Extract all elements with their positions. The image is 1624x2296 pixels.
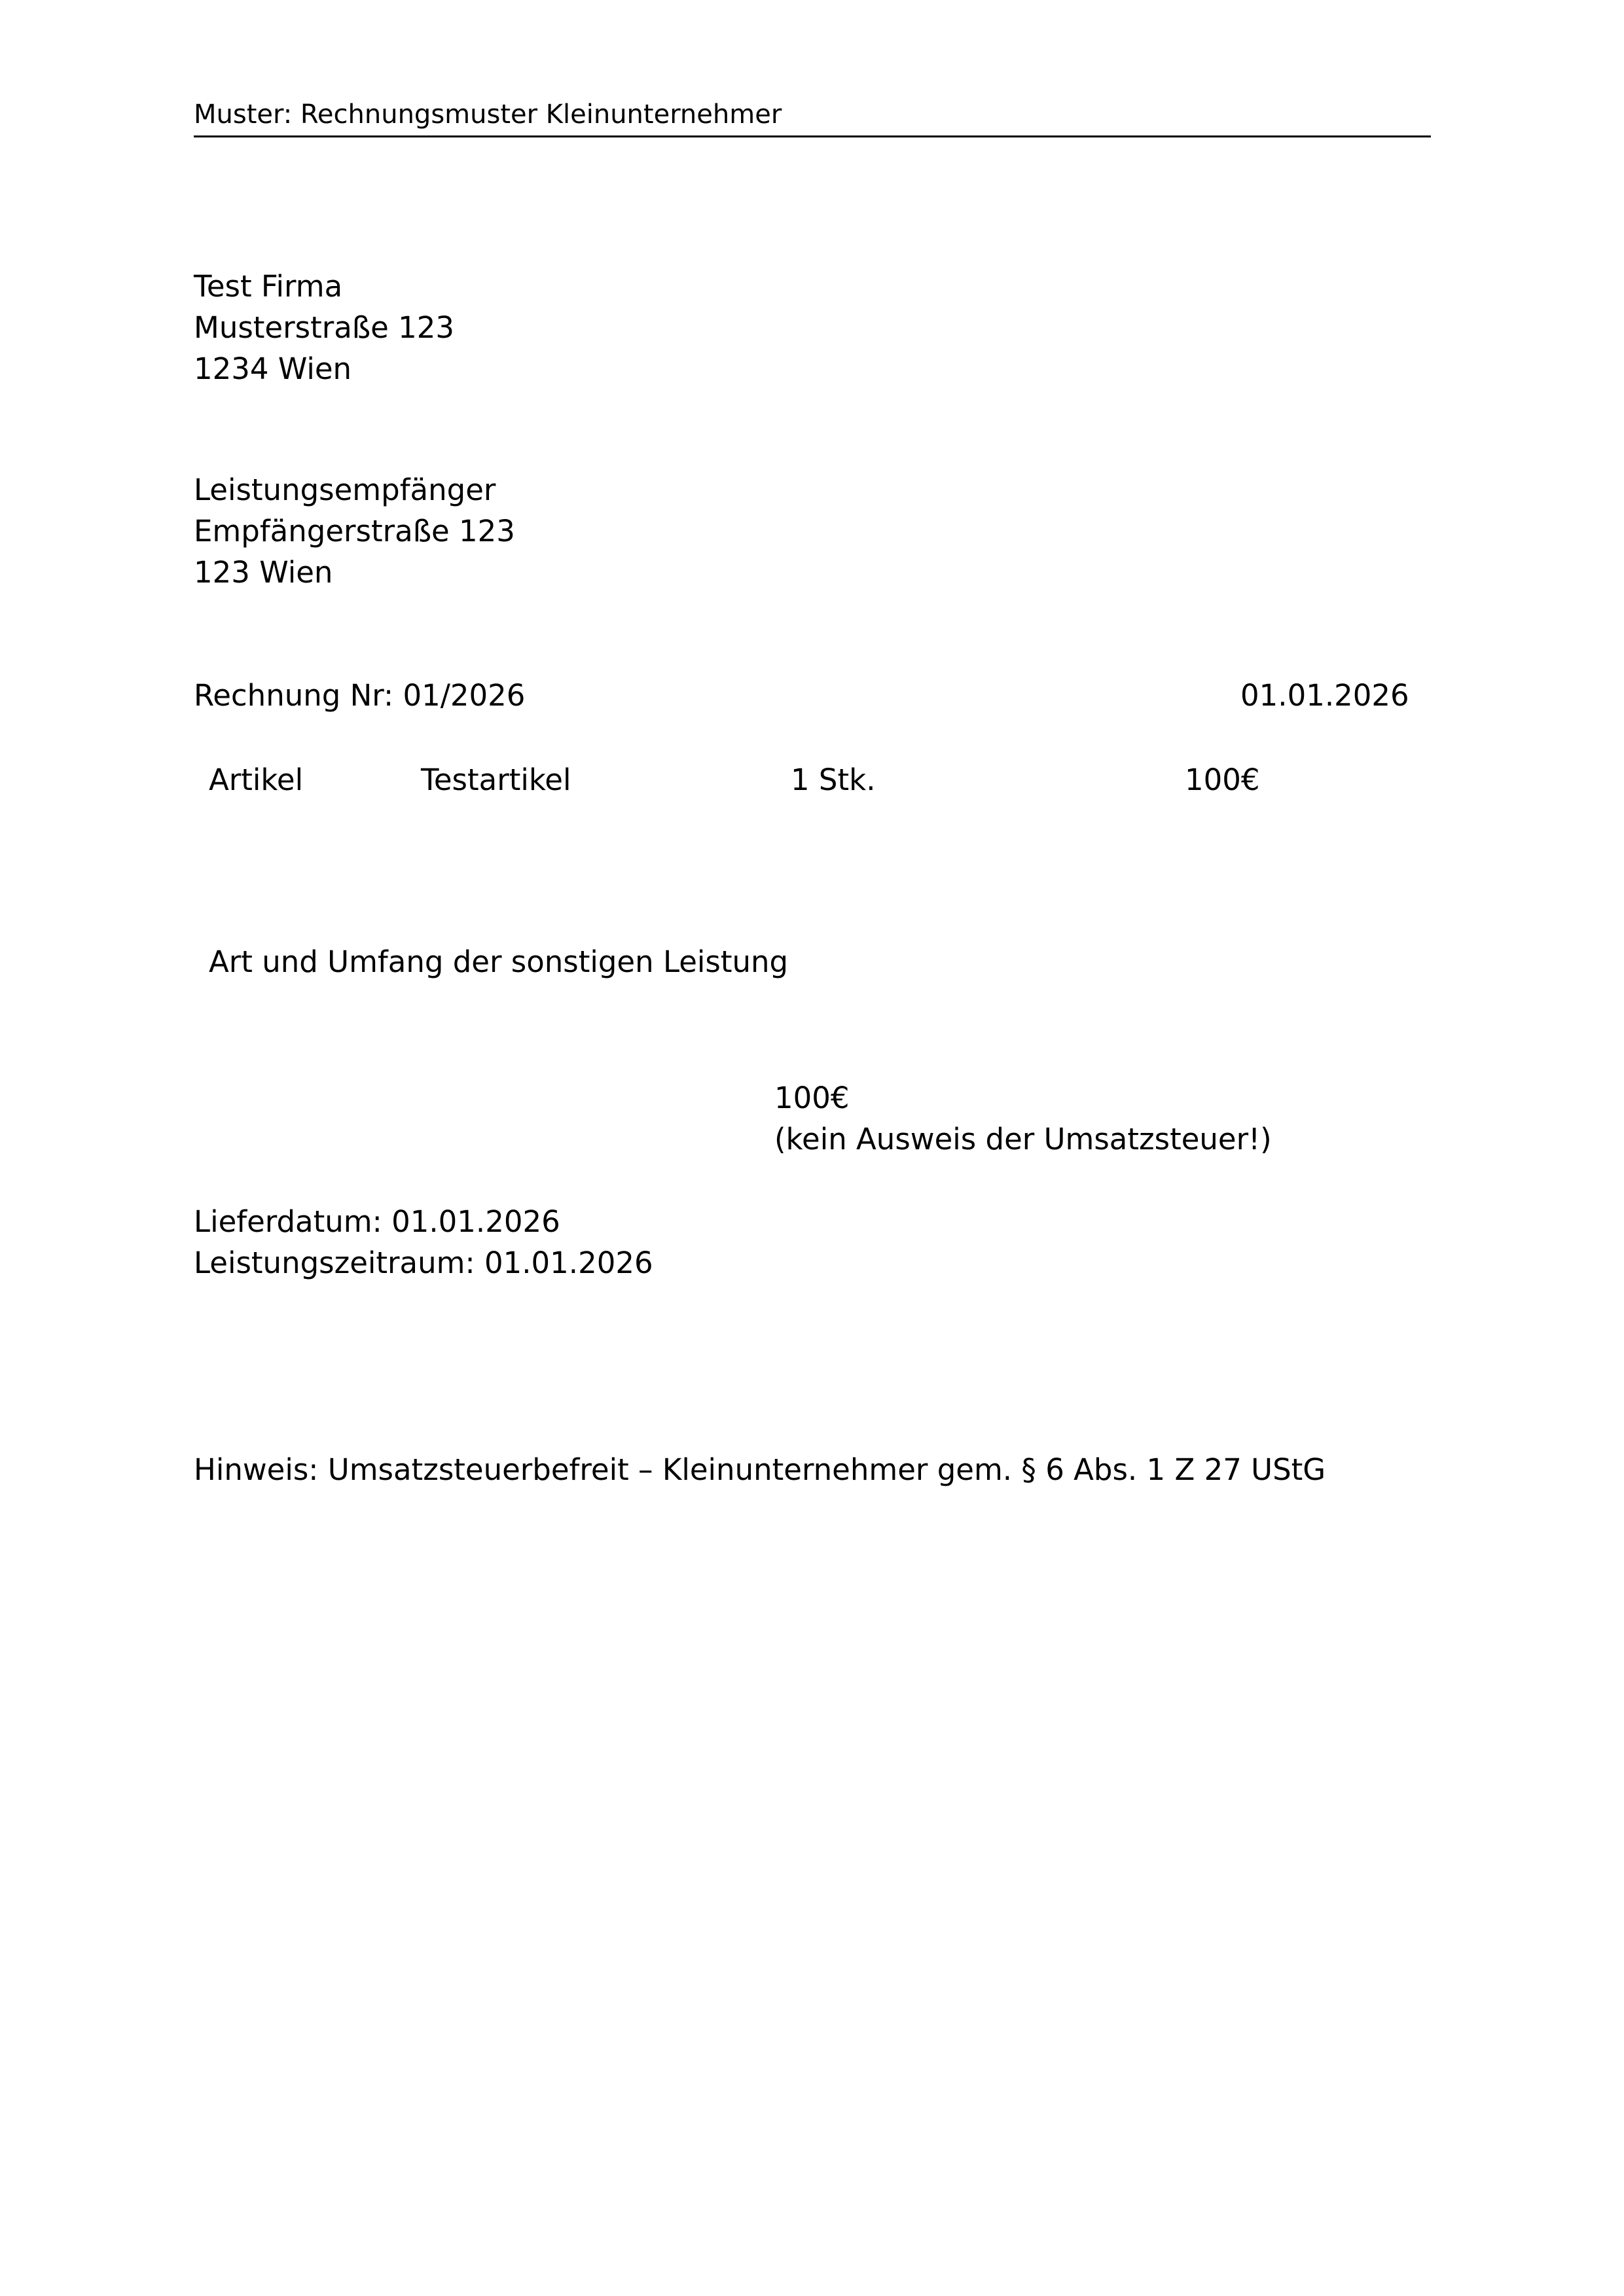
totals-block <box>774 1077 1272 1160</box>
sender-name: Test Firma <box>194 269 343 304</box>
invoice-number: Rechnung Nr: 01/2026 <box>194 678 526 713</box>
line-item-type: Artikel <box>209 762 304 797</box>
service-description: Art und Umfang der sonstigen Leistung <box>209 944 789 979</box>
invoice-date: 01.01.2026 <box>1240 678 1409 713</box>
tax-note: (kein Ausweis der Umsatzsteuer!) <box>774 1122 1272 1157</box>
page-header-title: Muster: Rechnungsmuster Kleinunternehmer <box>194 99 782 130</box>
sender-address <box>194 266 454 389</box>
tax-exemption-note: Hinweis: Umsatzsteuerbefreit – Kleinunternehmer gem. § 6 Abs. 1 Z 27 UStG <box>194 1452 1326 1487</box>
header-divider <box>194 135 1431 137</box>
sender-street: Musterstraße 123 <box>194 310 455 345</box>
service-period: Leistungszeitraum: 01.01.2026 <box>194 1246 653 1280</box>
recipient-city: 123 Wien <box>194 555 333 590</box>
line-item-price: 100€ <box>1185 762 1260 797</box>
line-item-row <box>0 759 1624 800</box>
recipient-street: Empfängerstraße 123 <box>194 514 515 548</box>
line-item-name: Testartikel <box>421 762 571 797</box>
total-amount: 100€ <box>774 1081 850 1115</box>
recipient-address <box>194 469 515 593</box>
sender-city: 1234 Wien <box>194 351 352 386</box>
line-item-quantity: 1 Stk. <box>791 762 876 797</box>
dates-block <box>194 1201 653 1283</box>
recipient-name: Leistungsempfänger <box>194 473 496 507</box>
delivery-date: Lieferdatum: 01.01.2026 <box>194 1204 560 1239</box>
